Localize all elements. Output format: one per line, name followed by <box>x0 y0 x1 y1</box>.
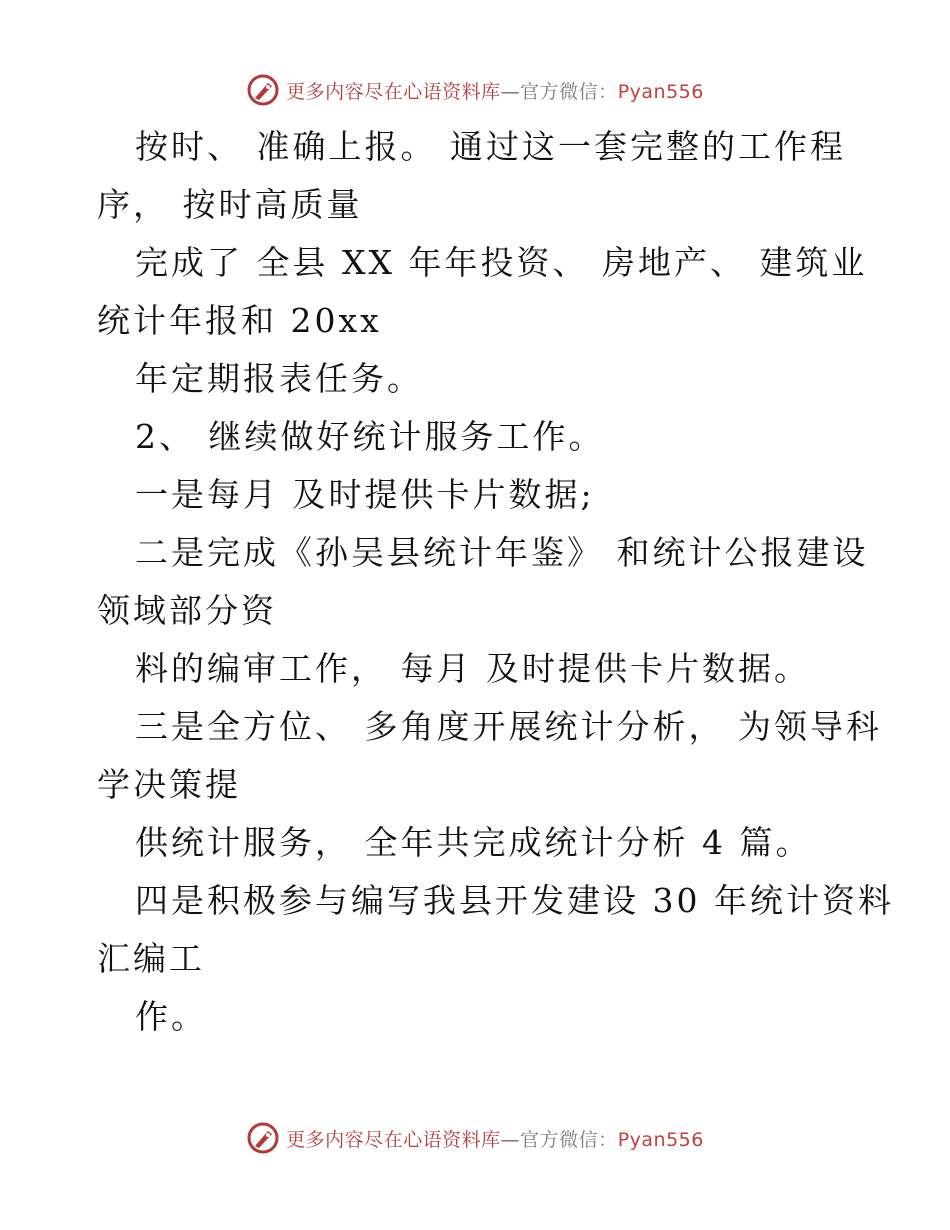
watermark-site: 更多内容尽在心语资料库 <box>286 1128 501 1151</box>
watermark-text <box>286 77 704 104</box>
text-line: 料的编审工作， 每月 及时提供卡片数据。 <box>135 649 810 688</box>
watermark-wechat-id: Pyan556 <box>617 1128 704 1151</box>
watermark-text <box>286 1125 704 1152</box>
header-watermark <box>0 70 950 110</box>
document-body <box>97 118 894 1046</box>
text-line: 统计年报和 20xx <box>97 301 382 340</box>
text-line: 汇编工 <box>97 939 205 978</box>
pen-nib-logo-icon <box>246 1121 280 1155</box>
watermark-site: 更多内容尽在心语资料库 <box>286 80 501 103</box>
text-line: 二是完成《孙吴县统计年鉴》 和统计公报建设 <box>135 533 869 572</box>
watermark-dash: — <box>500 80 521 103</box>
pen-nib-logo-icon <box>246 73 280 107</box>
text-line: 领域部分资 <box>97 591 277 630</box>
text-line: 学决策提 <box>97 765 241 804</box>
watermark-wechat-label: 官方微信： <box>520 80 618 103</box>
text-line: 一是每月 及时提供卡片数据; <box>135 475 595 514</box>
text-line: 四是积极参与编写我县开发建设 30 年统计资料 <box>135 881 894 920</box>
text-line: 三是全方位、 多角度开展统计分析， 为领导科 <box>135 707 882 746</box>
text-line: 年定期报表任务。 <box>135 359 423 398</box>
watermark-wechat-label: 官方微信： <box>520 1128 618 1151</box>
watermark-wechat-id: Pyan556 <box>617 80 704 103</box>
text-line: 序， 按时高质量 <box>97 185 363 224</box>
text-line: 作。 <box>135 997 207 1036</box>
text-line: 完成了 全县 XX 年年投资、 房地产、 建筑业 <box>135 243 868 282</box>
text-line: 供统计服务， 全年共完成统计分析 4 篇。 <box>135 823 812 862</box>
text-line: 按时、 准确上报。 通过这一套完整的工作程 <box>135 127 846 166</box>
watermark-dash: — <box>500 1128 521 1151</box>
footer-watermark <box>0 1118 950 1158</box>
text-line: 2、 继续做好统计服务工作。 <box>135 417 605 456</box>
